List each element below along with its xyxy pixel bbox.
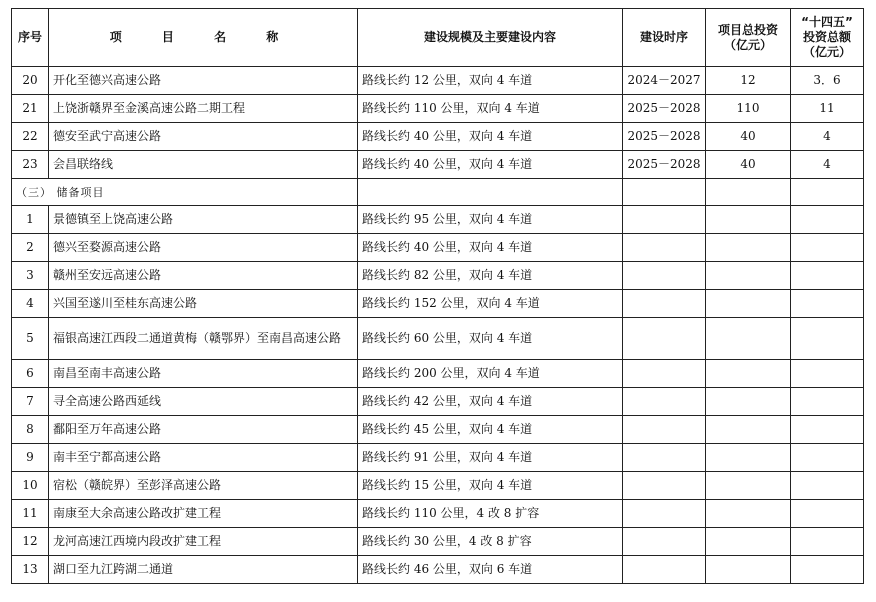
empty-cell bbox=[623, 500, 706, 528]
cell-scale: 路线长约 95 公里，双向 4 车道 bbox=[358, 206, 623, 234]
cell-scale: 路线长约 12 公里，双向 4 车道 bbox=[358, 67, 623, 95]
cell-name: 开化至德兴高速公路 bbox=[49, 67, 358, 95]
cell-scale: 路线长约 45 公里，双向 4 车道 bbox=[358, 416, 623, 444]
cell-seq: 20 bbox=[12, 67, 49, 95]
table-row bbox=[12, 388, 864, 416]
cell-seq: 21 bbox=[12, 95, 49, 123]
empty-cell bbox=[791, 206, 864, 234]
cell-seq: 22 bbox=[12, 123, 49, 151]
cell-scale: 路线长约 46 公里，双向 6 车道 bbox=[358, 556, 623, 584]
empty-cell bbox=[706, 416, 791, 444]
empty-cell bbox=[791, 234, 864, 262]
table-row bbox=[12, 472, 864, 500]
cell-seq: 5 bbox=[12, 318, 49, 360]
cell-name: 鄱阳至万年高速公路 bbox=[49, 416, 358, 444]
empty-cell bbox=[791, 556, 864, 584]
cell-seq: 8 bbox=[12, 416, 49, 444]
empty-cell bbox=[623, 416, 706, 444]
empty-cell bbox=[791, 500, 864, 528]
empty-cell bbox=[623, 179, 706, 206]
project-table bbox=[11, 8, 864, 584]
table-row bbox=[12, 67, 864, 95]
cell-seq: 23 bbox=[12, 151, 49, 179]
cell-seq: 2 bbox=[12, 234, 49, 262]
cell-seq: 11 bbox=[12, 500, 49, 528]
cell-scale: 路线长约 91 公里，双向 4 车道 bbox=[358, 444, 623, 472]
empty-cell bbox=[623, 388, 706, 416]
empty-cell bbox=[791, 528, 864, 556]
table-row bbox=[12, 123, 864, 151]
cell-name: 景德镇至上饶高速公路 bbox=[49, 206, 358, 234]
cell-scale: 路线长约 200 公里，双向 4 车道 bbox=[358, 360, 623, 388]
empty-cell bbox=[358, 179, 623, 206]
cell-scale: 路线长约 82 公里，双向 4 车道 bbox=[358, 262, 623, 290]
empty-cell bbox=[623, 360, 706, 388]
cell-total-investment: 12 bbox=[706, 67, 791, 95]
table-row bbox=[12, 151, 864, 179]
empty-cell bbox=[623, 444, 706, 472]
section-row bbox=[12, 179, 864, 206]
header-name: 项 目 名 称 bbox=[49, 9, 358, 67]
cell-name: 德兴至婺源高速公路 bbox=[49, 234, 358, 262]
cell-period: 2025－2028 bbox=[623, 123, 706, 151]
cell-seq: 12 bbox=[12, 528, 49, 556]
empty-cell bbox=[706, 472, 791, 500]
cell-seq: 10 bbox=[12, 472, 49, 500]
header-five-year-investment: “十四五” 投资总额 （亿元） bbox=[791, 9, 864, 67]
cell-scale: 路线长约 60 公里，双向 4 车道 bbox=[358, 318, 623, 360]
cell-seq: 3 bbox=[12, 262, 49, 290]
cell-period: 2025－2028 bbox=[623, 151, 706, 179]
cell-seq: 9 bbox=[12, 444, 49, 472]
cell-name: 宿松（赣皖界）至彭泽高速公路 bbox=[49, 472, 358, 500]
cell-scale: 路线长约 40 公里，双向 4 车道 bbox=[358, 123, 623, 151]
table-row bbox=[12, 416, 864, 444]
cell-name: 上饶浙赣界至金溪高速公路二期工程 bbox=[49, 95, 358, 123]
empty-cell bbox=[706, 290, 791, 318]
empty-cell bbox=[706, 318, 791, 360]
cell-name: 赣州至安远高速公路 bbox=[49, 262, 358, 290]
empty-cell bbox=[623, 290, 706, 318]
empty-cell bbox=[706, 360, 791, 388]
cell-name: 福银高速江西段二通道黄梅（赣鄂界）至南昌高速公路 bbox=[49, 318, 358, 360]
cell-five-year-investment: 4 bbox=[791, 151, 864, 179]
empty-cell bbox=[791, 262, 864, 290]
cell-period: 2024－2027 bbox=[623, 67, 706, 95]
empty-cell bbox=[623, 556, 706, 584]
cell-name: 兴国至遂川至桂东高速公路 bbox=[49, 290, 358, 318]
empty-cell bbox=[706, 500, 791, 528]
table-row bbox=[12, 234, 864, 262]
empty-cell bbox=[706, 388, 791, 416]
table-row bbox=[12, 262, 864, 290]
cell-seq: 4 bbox=[12, 290, 49, 318]
cell-seq: 13 bbox=[12, 556, 49, 584]
empty-cell bbox=[623, 318, 706, 360]
empty-cell bbox=[623, 234, 706, 262]
empty-cell bbox=[623, 528, 706, 556]
empty-cell bbox=[791, 290, 864, 318]
empty-cell bbox=[791, 179, 864, 206]
table-row bbox=[12, 290, 864, 318]
cell-scale: 路线长约 152 公里，双向 4 车道 bbox=[358, 290, 623, 318]
cell-name: 龙河高速江西境内段改扩建工程 bbox=[49, 528, 358, 556]
table-row bbox=[12, 500, 864, 528]
empty-cell bbox=[706, 556, 791, 584]
empty-cell bbox=[791, 318, 864, 360]
empty-cell bbox=[706, 179, 791, 206]
cell-name: 寻全高速公路西延线 bbox=[49, 388, 358, 416]
cell-scale: 路线长约 40 公里，双向 4 车道 bbox=[358, 151, 623, 179]
table-row bbox=[12, 318, 864, 360]
header-total-investment: 项目总投资 （亿元） bbox=[706, 9, 791, 67]
cell-seq: 6 bbox=[12, 360, 49, 388]
cell-name: 会昌联络线 bbox=[49, 151, 358, 179]
empty-cell bbox=[706, 262, 791, 290]
header-period: 建设时序 bbox=[623, 9, 706, 67]
empty-cell bbox=[791, 472, 864, 500]
header-scale: 建设规模及主要建设内容 bbox=[358, 9, 623, 67]
cell-period: 2025－2028 bbox=[623, 95, 706, 123]
empty-cell bbox=[706, 234, 791, 262]
cell-five-year-investment: 3．6 bbox=[791, 67, 864, 95]
empty-cell bbox=[791, 444, 864, 472]
cell-name: 湖口至九江跨湖二通道 bbox=[49, 556, 358, 584]
table-header-row bbox=[12, 9, 864, 67]
cell-total-investment: 40 bbox=[706, 151, 791, 179]
cell-seq: 1 bbox=[12, 206, 49, 234]
cell-name: 南昌至南丰高速公路 bbox=[49, 360, 358, 388]
cell-five-year-investment: 4 bbox=[791, 123, 864, 151]
table-row bbox=[12, 95, 864, 123]
empty-cell bbox=[623, 262, 706, 290]
empty-cell bbox=[623, 206, 706, 234]
cell-scale: 路线长约 15 公里，双向 4 车道 bbox=[358, 472, 623, 500]
empty-cell bbox=[791, 416, 864, 444]
cell-seq: 7 bbox=[12, 388, 49, 416]
table-row bbox=[12, 556, 864, 584]
empty-cell bbox=[791, 388, 864, 416]
table-row bbox=[12, 528, 864, 556]
empty-cell bbox=[706, 206, 791, 234]
cell-total-investment: 40 bbox=[706, 123, 791, 151]
table-row bbox=[12, 360, 864, 388]
cell-scale: 路线长约 110 公里，双向 4 车道 bbox=[358, 95, 623, 123]
cell-scale: 路线长约 42 公里，双向 4 车道 bbox=[358, 388, 623, 416]
cell-five-year-investment: 11 bbox=[791, 95, 864, 123]
cell-name: 南康至大余高速公路改扩建工程 bbox=[49, 500, 358, 528]
cell-scale: 路线长约 110 公里，4 改 8 扩容 bbox=[358, 500, 623, 528]
table-row bbox=[12, 444, 864, 472]
cell-total-investment: 110 bbox=[706, 95, 791, 123]
table-row bbox=[12, 206, 864, 234]
empty-cell bbox=[706, 444, 791, 472]
header-seq: 序号 bbox=[12, 9, 49, 67]
empty-cell bbox=[706, 528, 791, 556]
empty-cell bbox=[623, 472, 706, 500]
cell-scale: 路线长约 30 公里，4 改 8 扩容 bbox=[358, 528, 623, 556]
cell-scale: 路线长约 40 公里，双向 4 车道 bbox=[358, 234, 623, 262]
section-title: （三） 储备项目 bbox=[12, 179, 358, 206]
cell-name: 南丰至宁都高速公路 bbox=[49, 444, 358, 472]
empty-cell bbox=[791, 360, 864, 388]
cell-name: 德安至武宁高速公路 bbox=[49, 123, 358, 151]
